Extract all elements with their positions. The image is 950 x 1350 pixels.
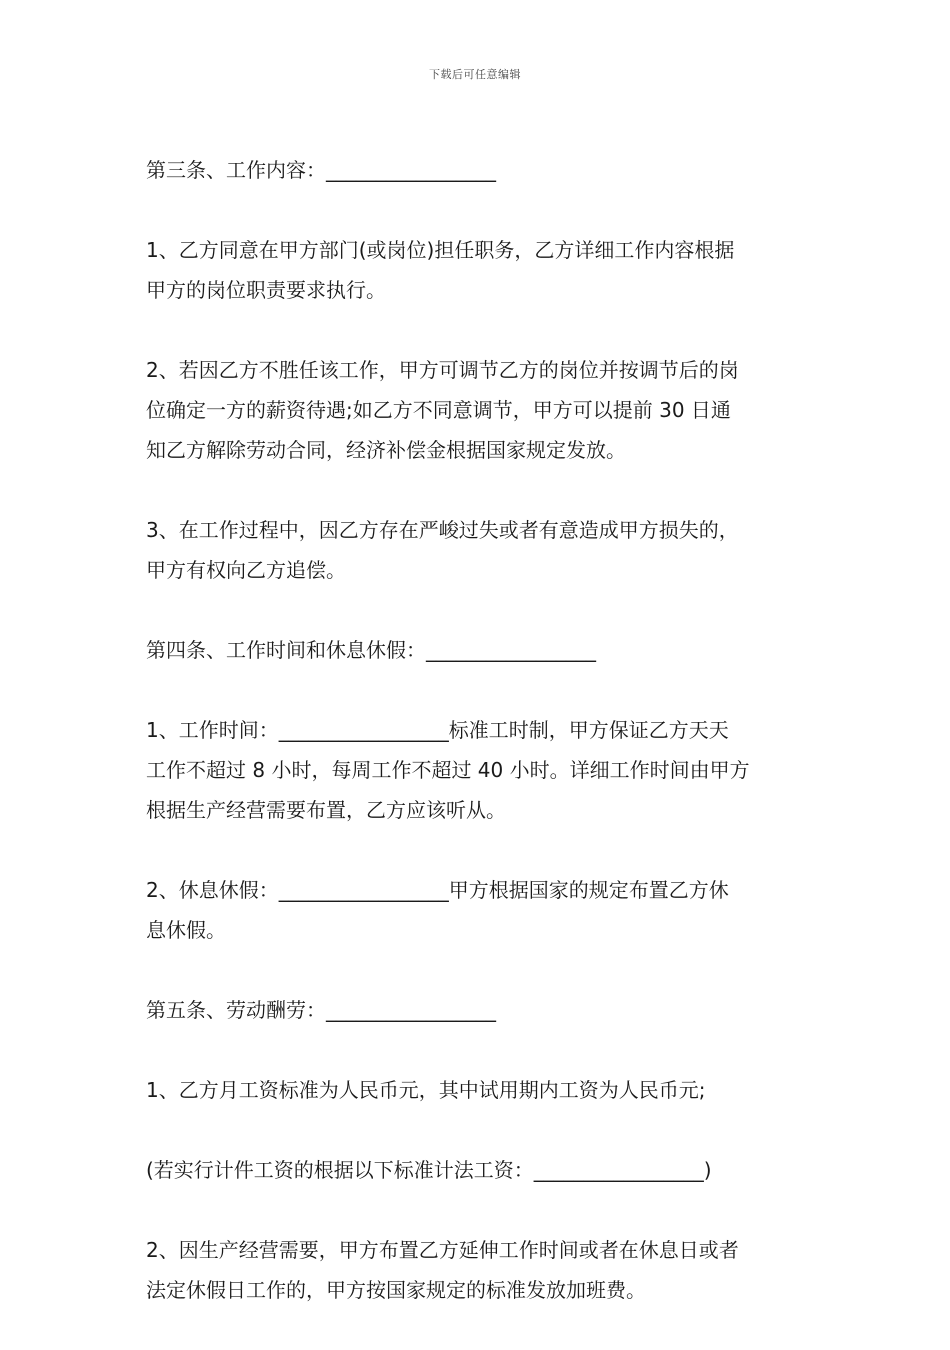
text-line: 2、休息休假：_________________甲方根据国家的规定布置乙方休: [146, 878, 729, 902]
text-line: 第三条、工作内容：_________________: [146, 158, 496, 182]
page-header: 下载后可任意编辑: [429, 68, 521, 81]
article-5-heading: [146, 990, 810, 1030]
text-line: 甲方的岗位职责要求执行。: [146, 278, 386, 302]
text-line: 1、乙方月工资标准为人民币元，其中试用期内工资为人民币元;: [146, 1078, 706, 1102]
article-3-clause-3: [146, 510, 810, 590]
article-4-clause-1: [146, 710, 810, 830]
article-4-heading: [146, 630, 810, 670]
text-line: 根据生产经营需要布置，乙方应该听从。: [146, 798, 506, 822]
text-line: 知乙方解除劳动合同，经济补偿金根据国家规定发放。: [146, 438, 626, 462]
article-5-clause-1: [146, 1070, 810, 1110]
text-line: (若实行计件工资的根据以下标准计法工资：_________________): [146, 1158, 712, 1182]
article-4-clause-2: [146, 870, 810, 950]
text-line: 法定休假日工作的，甲方按国家规定的标准发放加班费。: [146, 1278, 646, 1302]
article-3-clause-1: [146, 230, 810, 310]
text-line: 2、因生产经营需要，甲方布置乙方延伸工作时间或者在休息日或者: [146, 1238, 739, 1262]
document-body: [146, 150, 810, 1350]
text-line: 位确定一方的薪资待遇;如乙方不同意调节，甲方可以提前 30 日通: [146, 398, 731, 422]
text-line: 1、工作时间：_________________标准工时制，甲方保证乙方天天: [146, 718, 729, 742]
text-line: 第四条、工作时间和休息休假：_________________: [146, 638, 596, 662]
text-line: 工作不超过 8 小时，每周工作不超过 40 小时。详细工作时间由甲方: [146, 758, 750, 782]
article-5-note: [146, 1150, 810, 1190]
article-3-heading: [146, 150, 810, 190]
text-line: 2、若因乙方不胜任该工作，甲方可调节乙方的岗位并按调节后的岗: [146, 358, 739, 382]
text-line: 3、在工作过程中，因乙方存在严峻过失或者有意造成甲方损失的，: [146, 518, 739, 542]
article-5-clause-2: [146, 1230, 810, 1310]
text-line: 第五条、劳动酬劳：_________________: [146, 998, 496, 1022]
text-line: 甲方有权向乙方追偿。: [146, 558, 346, 582]
article-3-clause-2: [146, 350, 810, 470]
text-line: 1、乙方同意在甲方部门(或岗位)担任职务，乙方详细工作内容根据: [146, 238, 735, 262]
text-line: 息休假。: [146, 918, 226, 942]
